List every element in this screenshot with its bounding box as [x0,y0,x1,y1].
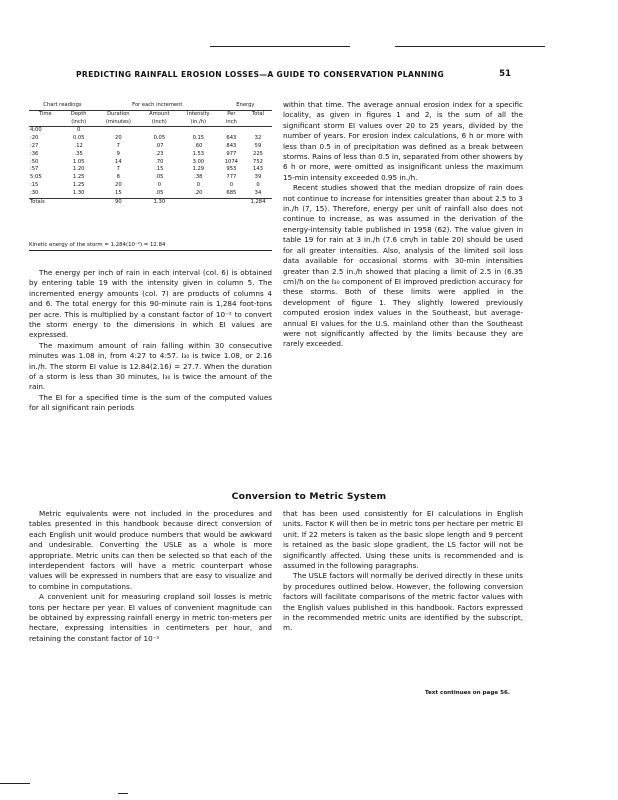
energy-table [29,102,272,206]
table-cell: 59 [254,142,262,149]
table-cell: 0 [229,181,234,188]
table-cell: 843 [226,142,237,149]
scan-edge-rule [395,46,545,47]
table-cell: 1.25 [72,174,85,181]
table-cell: 643 [226,135,237,142]
table-cell: 143 [253,166,263,173]
table-cell: 0 [157,181,162,188]
table-row [29,127,272,135]
table-cell: 1.05 [72,158,85,165]
col-header: Intensity [187,110,210,117]
table-cell: 3.00 [192,158,205,165]
table-cell: 953 [226,166,237,173]
col-header: Time [38,110,52,117]
table-cell: :20 [30,135,39,142]
paragraph: Recent studies showed that the median dropsize of rain does not continue to increase for intensities greater than about 2.5 to 3 in./h (7, 15). Therefore, energy per unit of rainfall also does not continue to increase, as was assumed in the derivation of the energy-intensity table published in 1958 (62). The value given in table 19 for rain at 3 in./h (7.6 cm/h in table 20) should be used for all greater intensities. Also, analysis of the limited soil loss data available for occasional storms with 30-min intensities greater than 2.5 in./h showed that placing a limit of 2.5 in (6.35 cm)/h on the I₃₀ component of EI improved prediction accuracy for these storms. Both of these limits were applied in the development of figure 1. They slightly lowered previously computed erosion index values in the Southeast, but average-annual EI values for the U.S. mainland other than the Southeast were not significantly affected by the limits because they are rarely exceeded. [283,183,523,349]
table-cell: 977 [226,150,237,157]
table-cell: 1.30 [72,189,85,196]
table-bottom-rule [29,250,272,251]
table-cell: :50 [30,158,39,165]
table-header-row-1 [29,110,272,118]
table-cell: :30 [30,189,39,196]
table-body [29,127,272,198]
paragraph: that has been used consistently for EI calculations in English units. Factor K will then be in metric tons per hectare per metric EI unit. If 22 meters is taken as the basic slope length and 9 percent is retained as the basic slope gradient, the LS factor will not be significantly affected. Using these units is recommended and is assumed in the following paragraphs. [283,509,523,571]
table-header-row-2 [29,119,272,127]
scan-edge-rule [210,46,350,47]
table-row [29,182,272,190]
table-cell: :57 [30,166,39,173]
col-header-unit: (in./h) [178,119,219,127]
table-cell: 9 [116,150,120,157]
table-cell: 1.29 [192,166,205,173]
table-cell: :27 [30,142,39,149]
table-cell: 4:00 [30,127,42,134]
col-header-unit: inch [219,119,244,127]
continuation-note: Text continues on page 56. [424,690,510,696]
paragraph: A convenient unit for measuring cropland soil losses is metric tons per hectare per year. EI values of convenient magnitude can be obtained by expressing rainfall energy in metric ton-meters per hectare, expressing intensities in centimeters per hour, and retaining the constant factor of 10⁻² [29,592,272,643]
table-cell [141,127,178,135]
col-header-unit: (inch) [141,119,178,127]
kinetic-energy-note: Kinetic energy of the storm = 1,284(10⁻²) = 12.84 [29,242,166,248]
totals-cell: 1.30 [141,198,178,206]
table-cell: 0.15 [192,135,205,142]
table-cell: 5:05 [30,174,42,181]
totals-cell [178,198,219,206]
page-number: 51 [499,69,511,79]
right-column-bottom [283,509,523,634]
table-cell: 0 [196,181,200,188]
paragraph: The EI for a specified time is the sum of the computed values for all significant rain periods [29,392,272,413]
table-cell: 14 [115,158,122,165]
table-row [29,174,272,182]
table-cell: 20 [115,181,122,188]
table-cell: 1.25 [72,181,85,188]
table-row [29,151,272,159]
table-cell: .05 [155,189,164,196]
col-header-unit [244,119,272,127]
table-row [29,190,272,198]
table-cell: 0.05 [153,135,166,142]
table-cell: 777 [226,174,237,181]
table-cell: 20 [115,135,122,142]
table-cell: 34 [254,189,262,196]
table-cell: 1074 [224,158,238,165]
table-cell: 225 [253,150,263,157]
table-cell: .15 [155,166,164,173]
running-header [0,70,618,82]
col-header-unit: (minutes) [96,119,141,127]
table-cell: :36 [30,150,39,157]
col-header-unit: (inch) [61,119,95,127]
table-cell: .07 [155,142,164,149]
table-cell: .60 [194,142,203,149]
paragraph: The maximum amount of rain falling within 30 consecutive minutes was 1.08 in, from 4:27 to 4:57. I₃₀ is twice 1.08, or 2.16 in./h. The storm EI value is 12.84(2.16) = 27.7. When the duration of a storm is less than 30 minutes, I₃₀ is twice the amount of the rain. [29,340,272,392]
left-column-bottom [29,509,272,644]
paragraph: The USLE factors will normally be derived directly in these units by procedures outlined below. However, the following conversion factors will facilitate comparisons of the metric factor values with the English values published in this handbook. Factors expressed in the recommended metric units are identified by the subscript, m. [283,571,523,633]
totals-cell [61,198,95,206]
table-cell [219,127,244,135]
totals-cell: 1,284 [244,198,272,206]
table-cell: .38 [194,174,203,181]
table-cell: 39 [254,174,262,181]
table-cell: .05 [155,174,164,181]
right-column-top [283,100,523,350]
col-header: Amount [149,110,170,117]
paragraph: The energy per inch of rain in each interval (col. 6) is obtained by entering table 19 with the intensity given in column 5. The incremented energy amounts (col. 7) are products of columns 4 and 6. The total energy for this 90-minute rain is 1,284 foot-tons per acre. This is multiplied by a constant factor of 10⁻² to convert the storm energy to the dimensions in which EI values are expressed. [29,268,272,340]
table-cell: .35 [74,150,83,157]
table-cell: :15 [30,181,39,188]
group-header-chart-readings: Chart readings [29,102,96,110]
table-cell: .23 [155,150,164,157]
table-cell: 7 [116,142,120,149]
col-header: Duration [107,110,130,117]
table-cell: 752 [253,158,263,165]
totals-cell [219,198,244,206]
table-cell: 0 [256,181,260,188]
table-cell: 0.05 [72,135,85,142]
table-row [29,166,272,174]
table-cell: 0 [77,127,81,134]
table-cell: .70 [155,158,164,165]
col-header: Depth [70,110,87,117]
table-row [29,159,272,167]
table-totals-row [29,198,272,206]
table-cell: .12 [74,142,83,149]
table-group-header-row [29,102,272,110]
scan-edge-mark [0,783,30,784]
section-title: Conversion to Metric System [231,491,387,502]
paragraph: within that time. The average annual erosion index for a specific locality, as given in figures 1 and 2, is the sum of all the significant storm EI values over 20 to 25 years, divided by the number of years. For erosion index calculations, 6 h or more with less than 0.5 in of precipitation was defined as a break between storms. Rains of less than 0.5 in, separated from other showers by 6 h or more, were omitted as insignificant unless the maximum 15-min intensity exceeded 0.95 in./h. [283,100,523,182]
totals-cell: Totals [29,198,61,206]
running-title: PREDICTING RAINFALL EROSION LOSSES—A GUIDE TO CONSERVATION PLANNING [76,70,445,79]
table-cell: 685 [226,189,237,196]
paragraph: Metric equivalents were not included in the procedures and tables presented in this handbook because direct conversion of each English unit would produce numbers that would be awkward and undesirable. Converting the USLE as a whole is more appropriate. Metric units can then be selected so that each of the interdependent factors will have a metric counterpart whose values will be expressed in numbers that are easy to visualize and to combine in computations. [29,509,272,591]
table-row [29,143,272,151]
table-cell: 1.53 [192,150,205,157]
table-cell: 1.20 [72,166,85,173]
table-cell [244,127,272,135]
col-header-unit [29,119,61,127]
table-cell: 7 [116,166,120,173]
table-cell: 8 [116,174,120,181]
table-row [29,135,272,143]
table-cell: 15 [115,189,122,196]
col-header: Per [227,110,236,117]
group-header-increment: For each increment [96,102,219,110]
left-column-top [29,268,272,414]
table-cell: 32 [254,135,262,142]
totals-cell: 90 [96,198,141,206]
table-cell [178,127,219,135]
table-cell: .20 [194,189,203,196]
col-header: Total [251,110,265,117]
scan-edge-mark [118,793,128,794]
group-header-energy: Energy [219,102,272,110]
table-cell [96,127,141,135]
